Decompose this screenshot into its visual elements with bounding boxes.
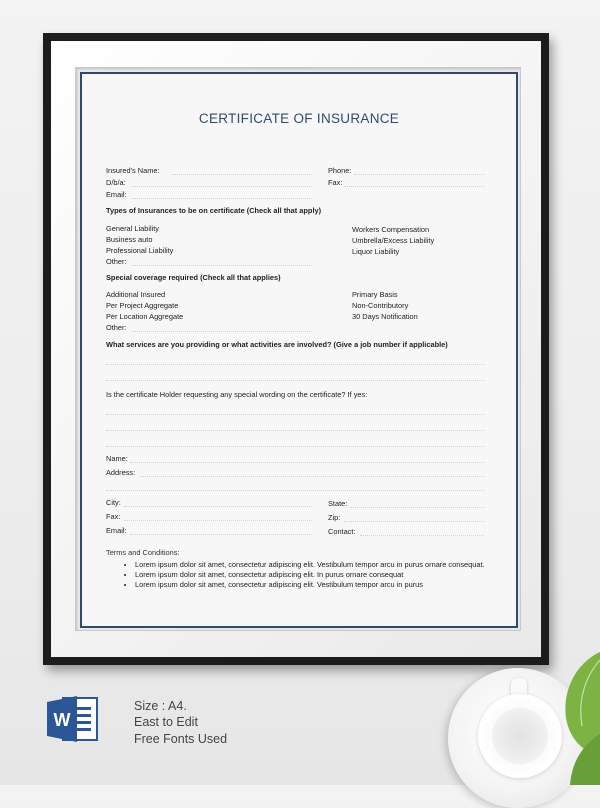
mat-bevel	[75, 67, 521, 631]
services-question: What services are you providing or what activities are involved? (Give a job number if applicable)	[106, 340, 448, 349]
insured-name-label: Insured's Name:	[106, 166, 160, 175]
holder-zip-label: Zip:	[328, 513, 341, 522]
coverage-per-project: Per Project Aggregate	[106, 301, 179, 310]
services-line-2	[106, 380, 484, 381]
terms-item: • Lorem ipsum dolor sit amet, consectetur adipiscing elit. Vestibulum tempor arcu in purus ornare consequat.	[135, 560, 515, 570]
holder-contact-line	[360, 535, 484, 536]
coverage-30-days: 30 Days Notification	[352, 312, 418, 321]
coverage-per-location: Per Location Aggregate	[106, 312, 184, 321]
phone-line	[354, 174, 484, 175]
coverage-other: Other:	[106, 323, 127, 332]
coverage-additional-insured: Additional Insured	[106, 290, 166, 299]
holder-fax-label: Fax:	[106, 512, 121, 521]
holder-state-label: State:	[328, 499, 348, 508]
holder-line-3	[106, 446, 484, 447]
dba-line	[132, 186, 312, 187]
terms-heading: Terms and Conditions:	[106, 548, 180, 557]
holder-address-label: Address:	[106, 468, 136, 477]
insurance-other-line	[132, 265, 312, 266]
picture-frame	[43, 33, 549, 665]
holder-line-1	[106, 414, 484, 415]
holder-contact-label: Contact:	[328, 527, 356, 536]
insurance-type-business-auto: Business auto	[106, 235, 153, 244]
cup-interior	[492, 708, 548, 764]
info-edit: East to Edit	[134, 715, 198, 729]
phone-label: Phone:	[328, 166, 352, 175]
fax-line	[344, 186, 484, 187]
insurance-type-workers-compensation: Workers Compensation	[352, 225, 430, 234]
coverage-non-contributory: Non-Contributory	[352, 301, 409, 310]
insurance-type-general-liability: General Liability	[106, 224, 159, 233]
certificate-document	[80, 72, 518, 628]
word-icon	[45, 694, 101, 744]
holder-city-label: City:	[106, 498, 121, 507]
fax-label: Fax:	[328, 178, 343, 187]
special-coverage-heading: Special coverage required (Check all that applies)	[106, 273, 281, 282]
services-line-1	[106, 364, 484, 365]
holder-email-line	[130, 534, 312, 535]
info-fonts: Free Fonts Used	[134, 732, 228, 746]
terms-item: • Lorem ipsum dolor sit amet, consectetur adipiscing elit. In purus ornare consequat	[135, 570, 515, 580]
insured-name-line	[172, 174, 312, 175]
frame-mat	[51, 41, 541, 657]
holder-name-label: Name:	[106, 454, 128, 463]
svg-text:W: W	[53, 710, 71, 730]
leaf-icon	[548, 648, 600, 785]
coverage-other-line	[132, 331, 312, 332]
email-label: Email:	[106, 190, 127, 199]
coverage-primary-basis: Primary Basis	[352, 290, 398, 299]
holder-line-2	[106, 430, 484, 431]
holder-state-line	[350, 507, 484, 508]
email-line	[132, 198, 312, 199]
terms-list	[106, 560, 515, 590]
holder-city-line	[124, 506, 312, 507]
info-size: Size : A4.	[134, 699, 187, 713]
document-title: CERTIFICATE OF INSURANCE	[198, 111, 400, 126]
insurance-type-liquor-liability: Liquor Liability	[352, 247, 400, 256]
holder-zip-line	[344, 521, 484, 522]
insurance-type-professional-liability: Professional Liability	[106, 246, 174, 255]
holder-fax-line	[124, 520, 312, 521]
holder-question: Is the certificate Holder requesting any special wording on the certificate? If yes:	[106, 390, 368, 399]
holder-address-line-2	[106, 490, 484, 491]
insurance-types-heading: Types of Insurances to be on certificate (Check all that apply)	[106, 206, 322, 215]
insurance-type-umbrella: Umbrella/Excess Liability	[352, 236, 435, 245]
insurance-type-other: Other:	[106, 257, 127, 266]
dba-label: D/b/a:	[106, 178, 126, 187]
holder-email-label: Email:	[106, 526, 127, 535]
terms-item: • Lorem ipsum dolor sit amet, consectetur adipiscing elit. Vestibulum tempor arcu in purus	[135, 580, 515, 590]
holder-name-line	[130, 462, 484, 463]
holder-address-line	[140, 476, 484, 477]
